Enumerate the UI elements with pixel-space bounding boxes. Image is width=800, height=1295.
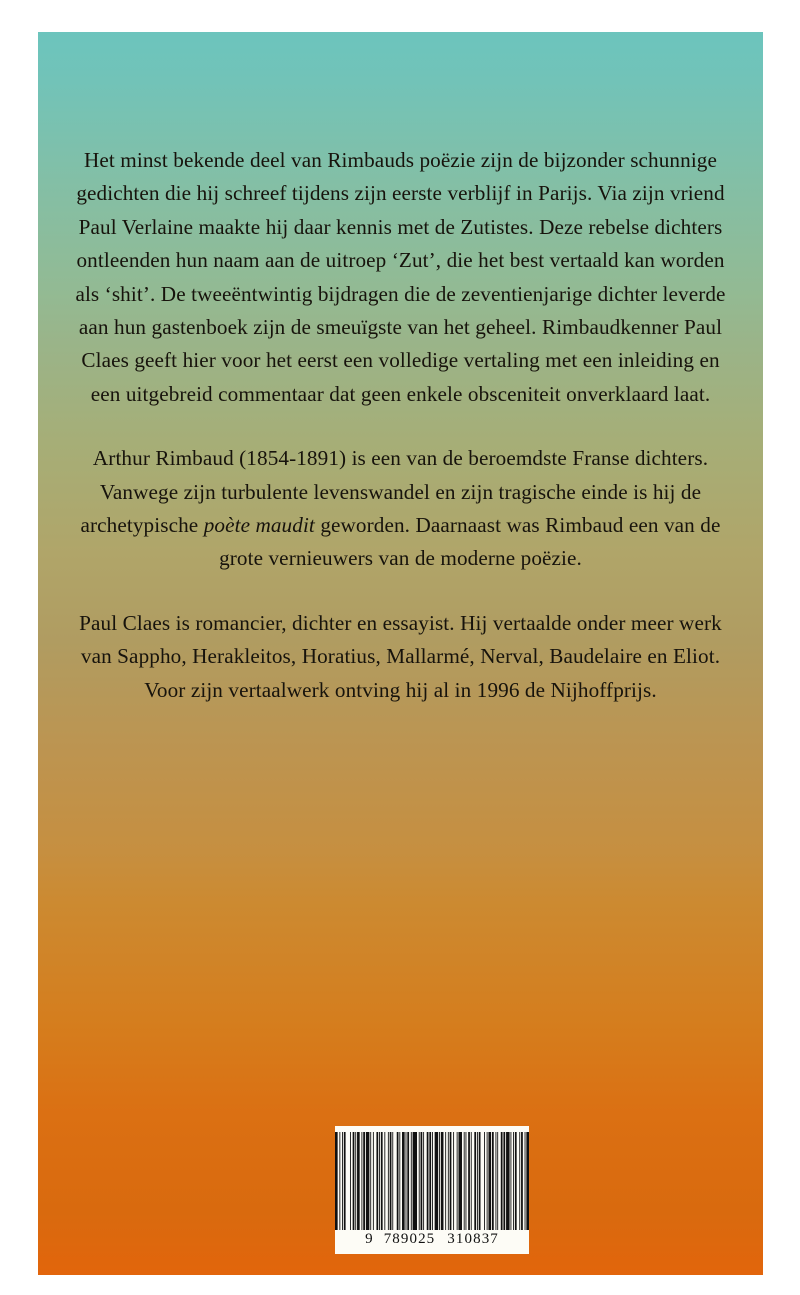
barcode-lead-digit: 9	[365, 1231, 374, 1247]
barcode-digits	[335, 1226, 529, 1252]
barcode-left-group: 789025	[383, 1231, 436, 1247]
barcode-right-group: 310837	[447, 1231, 499, 1247]
poete-maudit-italic-phrase: poète maudit	[203, 513, 315, 538]
blurb-paragraph-book: Het minst bekende deel van Rimbauds poëzie zijn de bijzonder schunnige gedichten die hij schreef tijdens zijn eerste verblijf in Parijs. Via zijn vriend Paul Verlaine maakte hij daar kennis met de Zutistes. Deze rebelse dichters ontleenden hun naam aan de uitroep ‘Zut’, die het best vertaald kan worden als ‘shit’. De tweeëntwintig bijdragen die de zeventienjarige dichter leverde aan hun gastenboek zijn de smeuïgste van het geheel. Rimbaudkenner Paul Claes geeft hier voor het eerst een volledige vertaling met een inleiding en een uitgebreid commentaar dat geen enkele obsceniteit onverklaard laat.	[75, 148, 726, 406]
book-back-cover	[38, 32, 763, 1275]
blurb-paragraph-translator: Paul Claes is romancier, dichter en essayist. Hij vertaalde onder meer werk van Sappho, Herakleitos, Horatius, Mallarmé, Nerval, Baudelaire en Eliot. Voor zijn vertaalwerk ontving hij al in 1996 de Nijhoffprijs.	[79, 610, 722, 702]
author-bio-text-after-italic: geworden. Daarnaast was Rimbaud een van de grote vernieuwers van de moderne poëzie.	[219, 513, 721, 571]
isbn-barcode	[335, 1126, 529, 1254]
blurb-paragraph-author	[74, 442, 727, 576]
barcode-bars	[335, 1132, 529, 1230]
back-cover-blurb	[38, 144, 763, 707]
author-bio-text-before-italic: Arthur Rimbaud (1854-1891) is een van de beroemdste Franse dichters. Vanwege zijn turbulente levenswandel en zijn tragische einde is hij de archetypische	[80, 446, 709, 538]
